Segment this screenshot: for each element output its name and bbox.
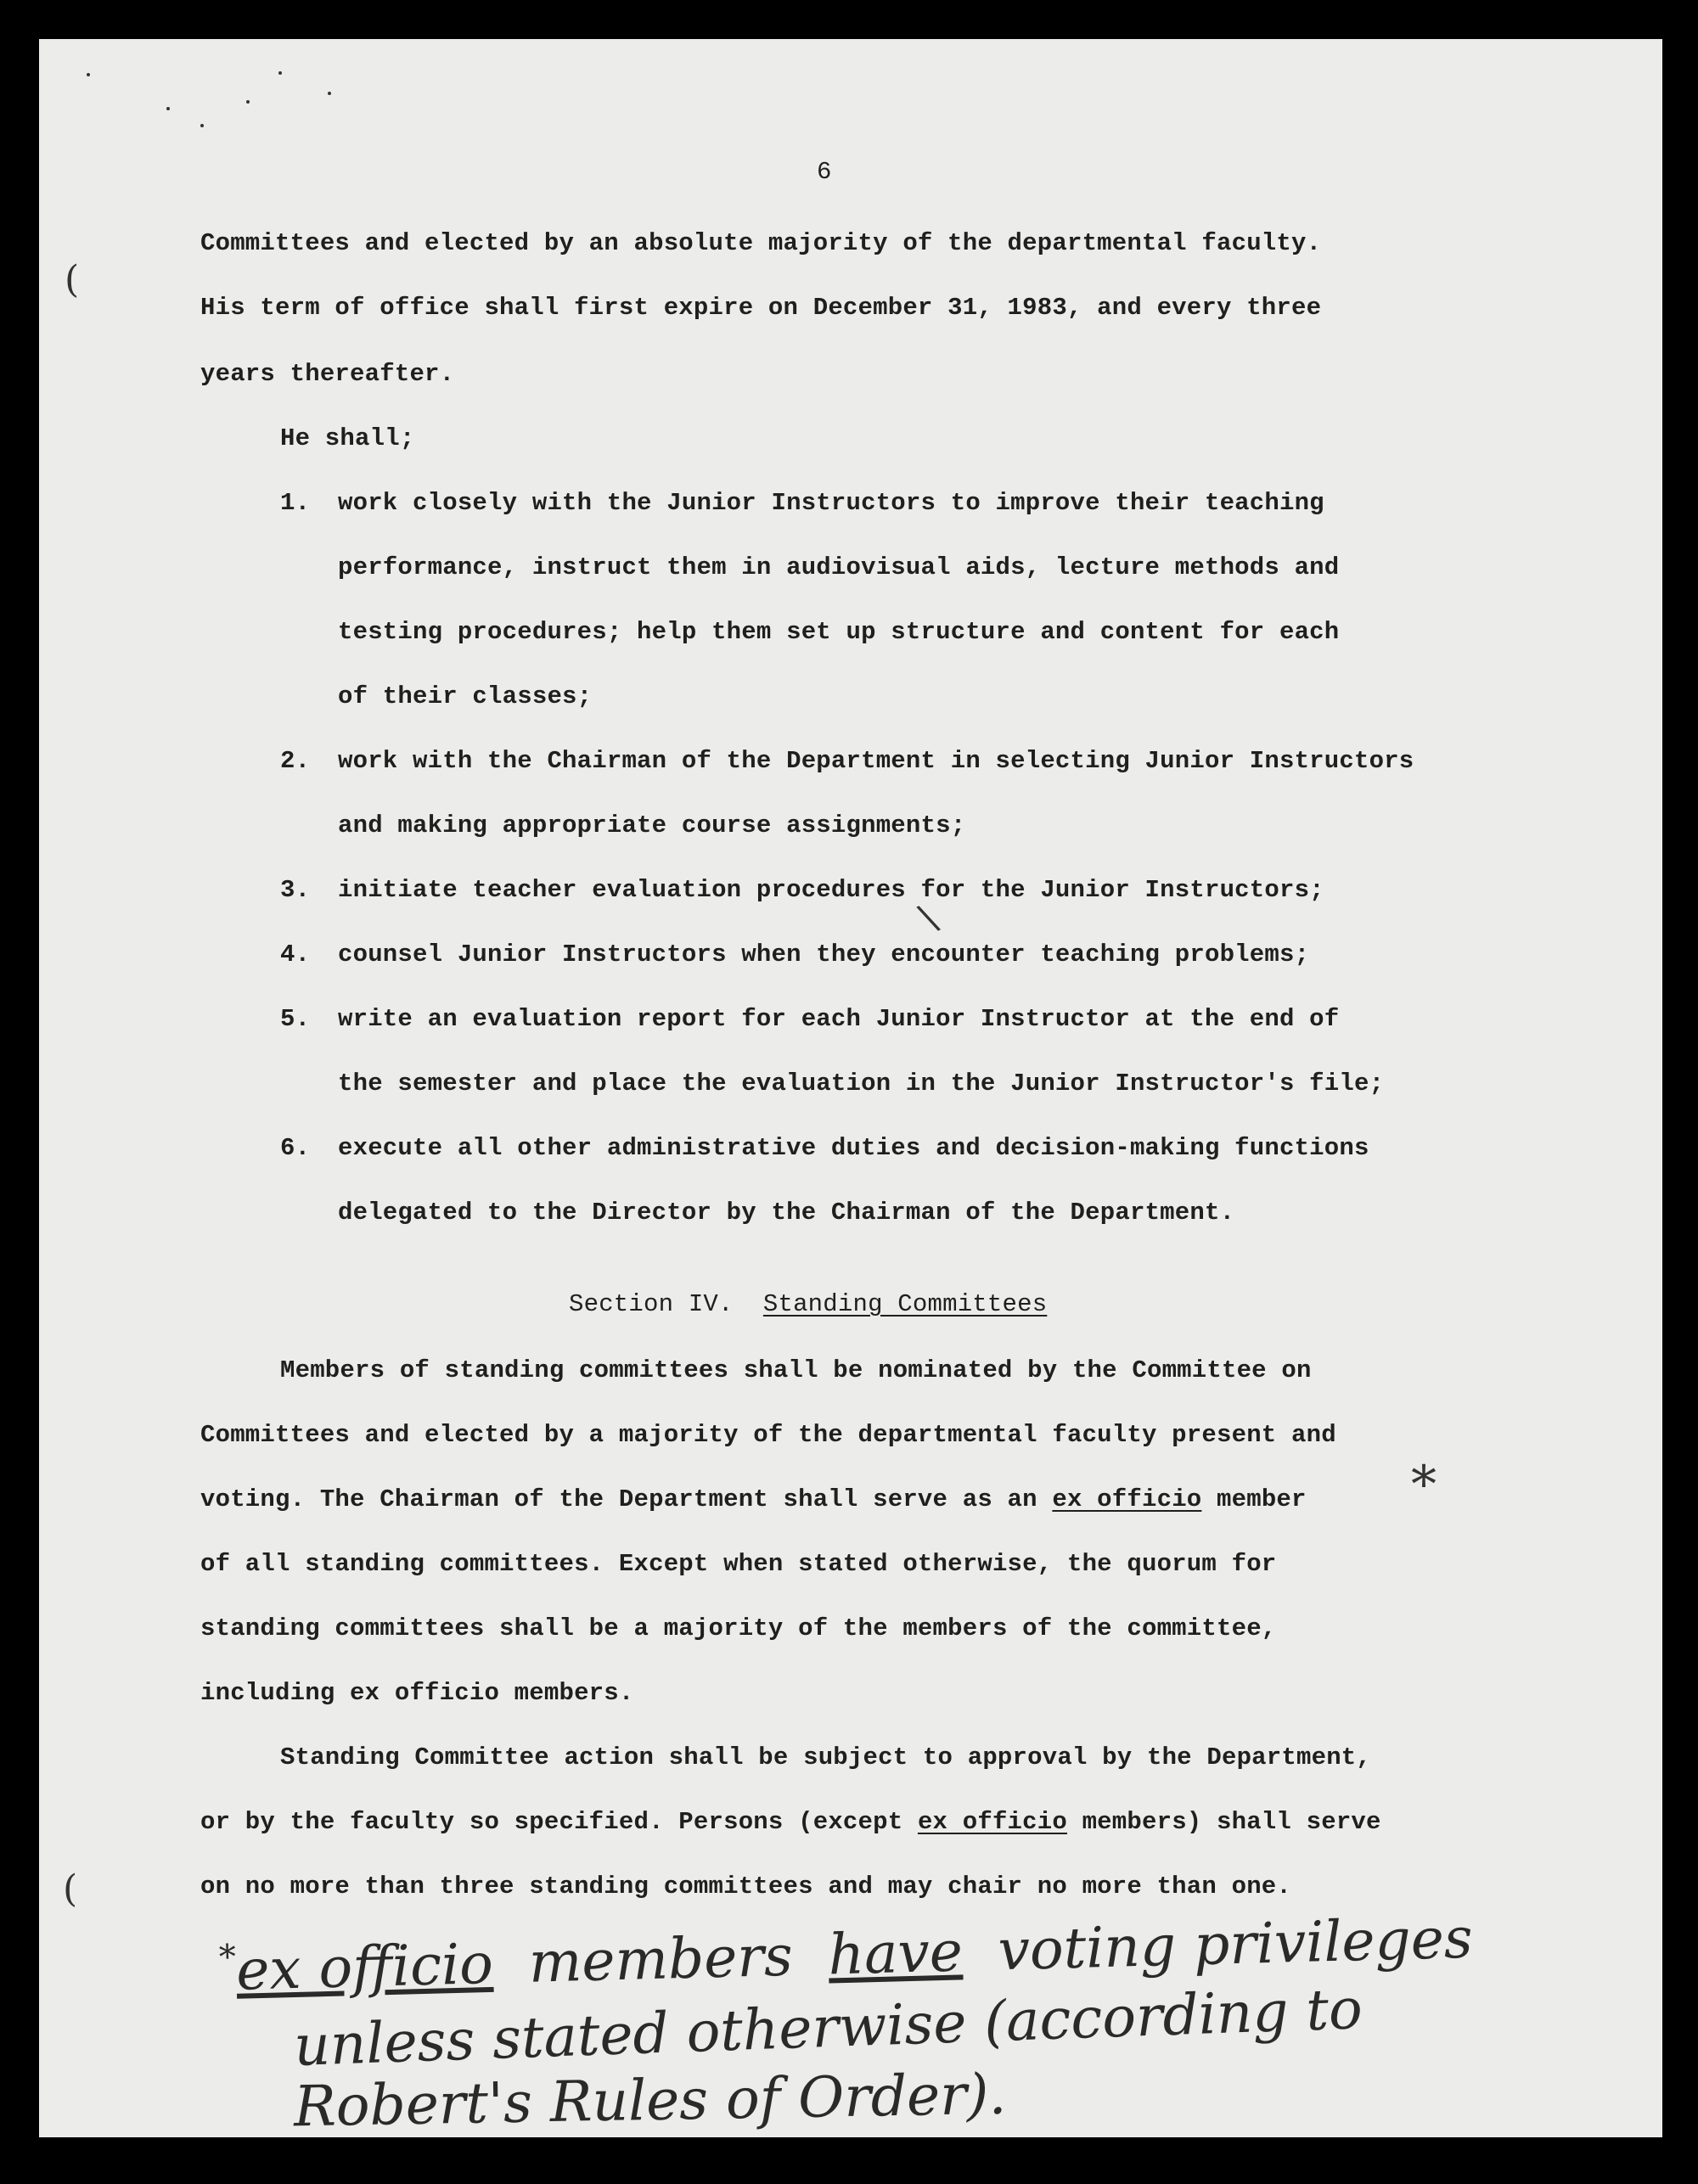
scan-speck — [200, 124, 204, 127]
note-asterisk: * — [218, 1937, 237, 1978]
para2-line1: Members of standing committees shall be nominated by the Committee on — [280, 1356, 1312, 1384]
text-span: voting. The Chairman of the Department shall serve as an — [200, 1485, 1053, 1513]
ex-officio-underlined: ex officio — [917, 1808, 1067, 1836]
para2-line3 — [200, 1485, 1307, 1513]
list-line: of their classes; — [338, 682, 593, 710]
list-line: initiate teacher evaluation procedures for the Junior Instructors; — [338, 876, 1324, 904]
list-line: work closely with the Junior Instructors to improve their teaching — [338, 489, 1324, 517]
margin-bracket: ( — [65, 258, 80, 301]
para3-line2 — [200, 1808, 1381, 1836]
list-line: write an evaluation report for each Junior Instructor at the end of — [338, 1005, 1340, 1033]
he-shall: He shall; — [280, 424, 415, 452]
scan-speck — [278, 71, 282, 75]
list-num-6: 6. — [280, 1134, 311, 1162]
para2-line5: standing committees shall be a majority of the members of the committee, — [200, 1614, 1277, 1642]
list-num-3: 3. — [280, 876, 311, 904]
handwritten-note-line2: unless stated otherwise (according to — [293, 1976, 1363, 2079]
note-ex-officio: ex officio — [235, 1930, 494, 2003]
para2-line2: Committees and elected by a majority of the departmental faculty present and — [200, 1421, 1336, 1449]
scan-speck — [246, 100, 250, 104]
page-number: 6 — [817, 158, 832, 186]
scan-speck — [328, 92, 331, 95]
document-page — [39, 39, 1662, 2140]
section-title: Standing Committees — [762, 1290, 1048, 1318]
list-line: delegated to the Director by the Chairman of the Department. — [338, 1199, 1235, 1227]
list-num-4: 4. — [280, 940, 311, 968]
list-line: the semester and place the evaluation in the Junior Instructor's file; — [338, 1070, 1385, 1098]
list-num-5: 5. — [280, 1005, 311, 1033]
ex-officio-underlined: ex officio — [1052, 1485, 1202, 1513]
note-have: have — [827, 1918, 964, 1988]
list-num-2: 2. — [280, 747, 311, 775]
note-members: members — [527, 1923, 794, 1996]
text-span: member — [1201, 1485, 1307, 1513]
list-line: counsel Junior Instructors when they encounter teaching problems; — [338, 940, 1310, 968]
para2-line4: of all standing committees. Except when stated otherwise, the quorum for — [200, 1550, 1277, 1578]
para1-line3: years thereafter. — [200, 360, 455, 388]
margin-bracket: ( — [63, 1867, 78, 1911]
pen-stroke: \ — [913, 895, 943, 940]
list-line: work with the Chairman of the Department in selecting Junior Instructors — [338, 747, 1414, 775]
list-line: testing procedures; help them set up structure and content for each — [338, 618, 1340, 646]
para3-line3: on no more than three standing committees and may chair no more than one. — [200, 1872, 1292, 1900]
text-span: or by the faculty so specified. Persons (except — [200, 1808, 918, 1836]
scan-speck — [87, 73, 90, 76]
section-label: Section IV. — [569, 1290, 734, 1318]
text-span: members) shall serve — [1066, 1808, 1381, 1836]
para2-line6: including ex officio members. — [200, 1679, 634, 1707]
section-heading — [569, 1290, 1047, 1318]
handwritten-asterisk: * — [1411, 1455, 1437, 1514]
list-line: and making appropriate course assignments; — [338, 811, 966, 839]
para1-line2: His term of office shall first expire on December 31, 1983, and every three — [200, 294, 1322, 322]
para1-line1: Committees and elected by an absolute majority of the departmental faculty. — [200, 229, 1322, 257]
list-line: execute all other administrative duties and decision-making functions — [338, 1134, 1369, 1162]
list-num-1: 1. — [280, 489, 311, 517]
list-line: performance, instruct them in audiovisual aids, lecture methods and — [338, 553, 1340, 581]
handwritten-note-line3: Robert's Rules of Order). — [293, 2061, 1008, 2140]
para3-line1: Standing Committee action shall be subject to approval by the Department, — [280, 1743, 1372, 1771]
note-rest: voting privileges — [997, 1905, 1474, 1984]
scan-speck — [166, 107, 170, 110]
